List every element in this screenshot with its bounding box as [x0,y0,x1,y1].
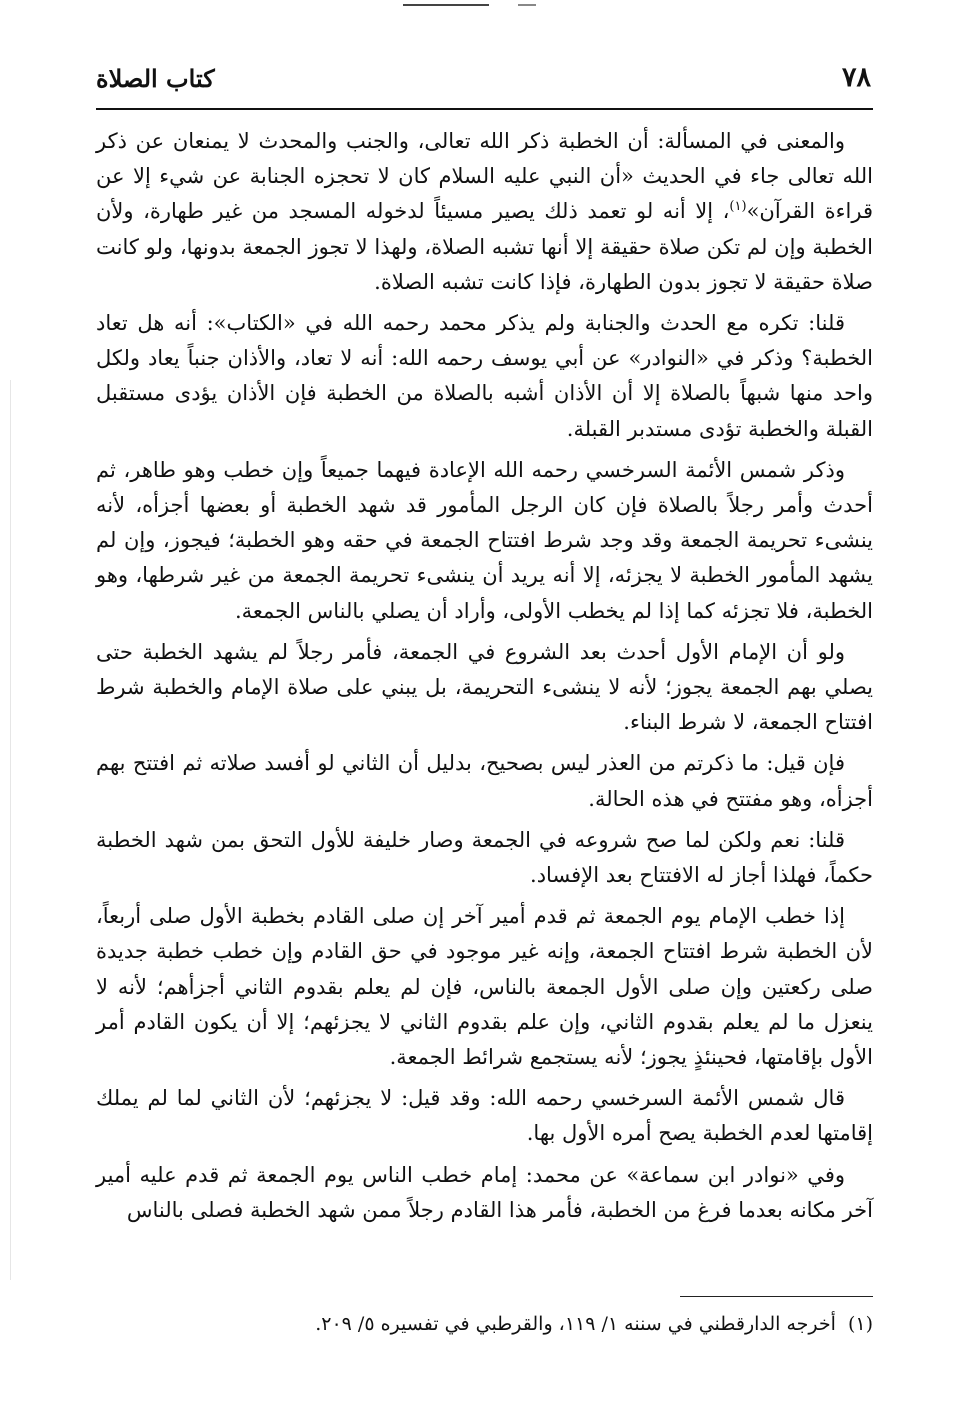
scan-edge [10,380,11,1280]
paragraph: إذا خطب الإمام يوم الجمعة ثم قدم أمير آخر إن صلى القادم بخطبة الأول صلى أربعاً، لأن الخطبة شرط افتتاح الجمعة، وإنه غير موجود في حق القادم وإن خطب خطبة جديدة صلى ركعتين وإن صلى الأول الجمعة بالناس، فإن لم يعلم بقدوم الثاني أجزأهم؛ لأنه لا ينعزل ما لم يعلم بقدوم الثاني، وإن علم بقدوم الثاني لا يجزئهم؛ إلا أن يكون القادم أمر الأول بإقامتها، فحينئذٍ يجوز؛ لأنه يستجمع شرائط الجمعة. [96,904,873,1070]
paragraph [96,124,873,300]
footnote-text: أخرجه الدارقطني في سننه ١/ ١١٩، والقرطبي في تفسيره ٥/ ٢٠٩. [315,1313,836,1335]
paragraph: فإن قيل: ما ذكرتم من العذر ليس بصحيح، بدليل أن الثاني لو أفسد صلاته ثم افتتح بهم أجزأه، وهو مفتتح في هذه الحالة. [96,751,873,811]
body-text [96,124,873,1234]
footnote [96,1310,873,1338]
paragraph: قلنا: تكره مع الحدث والجنابة ولم يذكر محمد رحمه الله في «الكتاب»: أنه هل تعاد الخطبة؟ وذكر في «النوادر» عن أبي يوسف رحمه الله: أنه لا تعاد، والأذان جنباً يعاد ولكل واحد منها شبهاً بالصلاة إلا أن الأذان أشبه بالصلاة من الخطبة فإن الأذان يؤدى مستقبل القبلة والخطبة تؤدى مستدبر القبلة. [96,311,873,441]
scan-mark [518,4,536,6]
paragraph: وفي «نوادر ابن سماعة» عن محمد: إمام خطب الناس يوم الجمعة ثم قدم عليه أمير آخر مكانه بعدما فرغ من الخطبة، فأمر هذا القادم رجلاً ممن شهد الخطبة فصلى بالناس [96,1162,873,1222]
paragraph: ولو أن الإمام الأول أحدث بعد الشروع في الجمعة، فأمر رجلاً لم يشهد الخطبة حتى يصلي بهم الجمعة يجوز؛ لأنه لا ينشىء التحريمة، بل يبني على صلاة الإمام والخطبة شرط افتتاح الجمعة، لا شرط البناء. [96,639,873,735]
paragraph-text: ، إلا أنه لو تعمد ذلك يصير مسيئاً لدخوله المسجد من غير طهارة، ولأن الخطبة وإن لم تكن صلاة حقيقة إلا أنها تشبه الصلاة، ولهذا لا تجوز الجمعة بدونها، ولو كانت صلاة حقيقة لا تجوز بدون الطهارة، فإذا كانت تشبه الصلاة. [96,199,873,294]
header-rule [96,108,873,110]
scan-mark [403,4,489,6]
paragraph: قال شمس الأئمة السرخسي رحمه الله: وقد قيل: لا يجزئهم؛ لأن الثاني لما لم يملك إقامتها لعدم الخطبة يصح أمره الأول بها. [96,1086,873,1146]
paragraph: قلنا: نعم ولكن لما صح شروعه في الجمعة وصار خليفة للأول التحق بمن شهد الخطبة حكماً، فهلذا أجاز له الافتتاح بعد الإفساد. [96,827,873,888]
footnote-number: (١) [847,1313,873,1335]
footnote-rule [680,1296,873,1297]
paragraph: وذكر شمس الأئمة السرخسي رحمه الله الإعادة فيهما جميعاً وإن خطب وهو طاهر، ثم أحدث وأمر رجلاً بالصلاة فإن كان الرجل المأمور قد شهد الخطبة أو بعضها أجزأه، لأنه ينشىء تحريمة الجمعة وقد وجد شرط افتتاح الجمعة في حقه وهو الخطبة؛ فيجوز، وإن لم يشهد المأمور الخطبة لا يجزئه، إلا أنه يريد أن ينشىء تحريمة الجمعة من غير شرطها، وهو الخطبة، فلا تجزئه كما إذا لم يخطب الأولى، وأراد أن يصلي بالناس الجمعة. [96,457,873,623]
running-title: كتاب الصلاة [96,64,215,93]
page-header [96,62,873,106]
paragraph-text: والمعنى في المسألة: أن الخطبة ذكر الله تعالى، والجنب والمحدث لا يمنعان عن ذكر الله تعالى جاء في الحديث «أن النبي عليه السلام كان لا تحجزه الجنابة عن شيء إلا عن قراءة القرآن» [96,129,873,224]
page-number: ٧٨ [841,62,871,93]
footnote-reference: (١) [729,199,747,215]
